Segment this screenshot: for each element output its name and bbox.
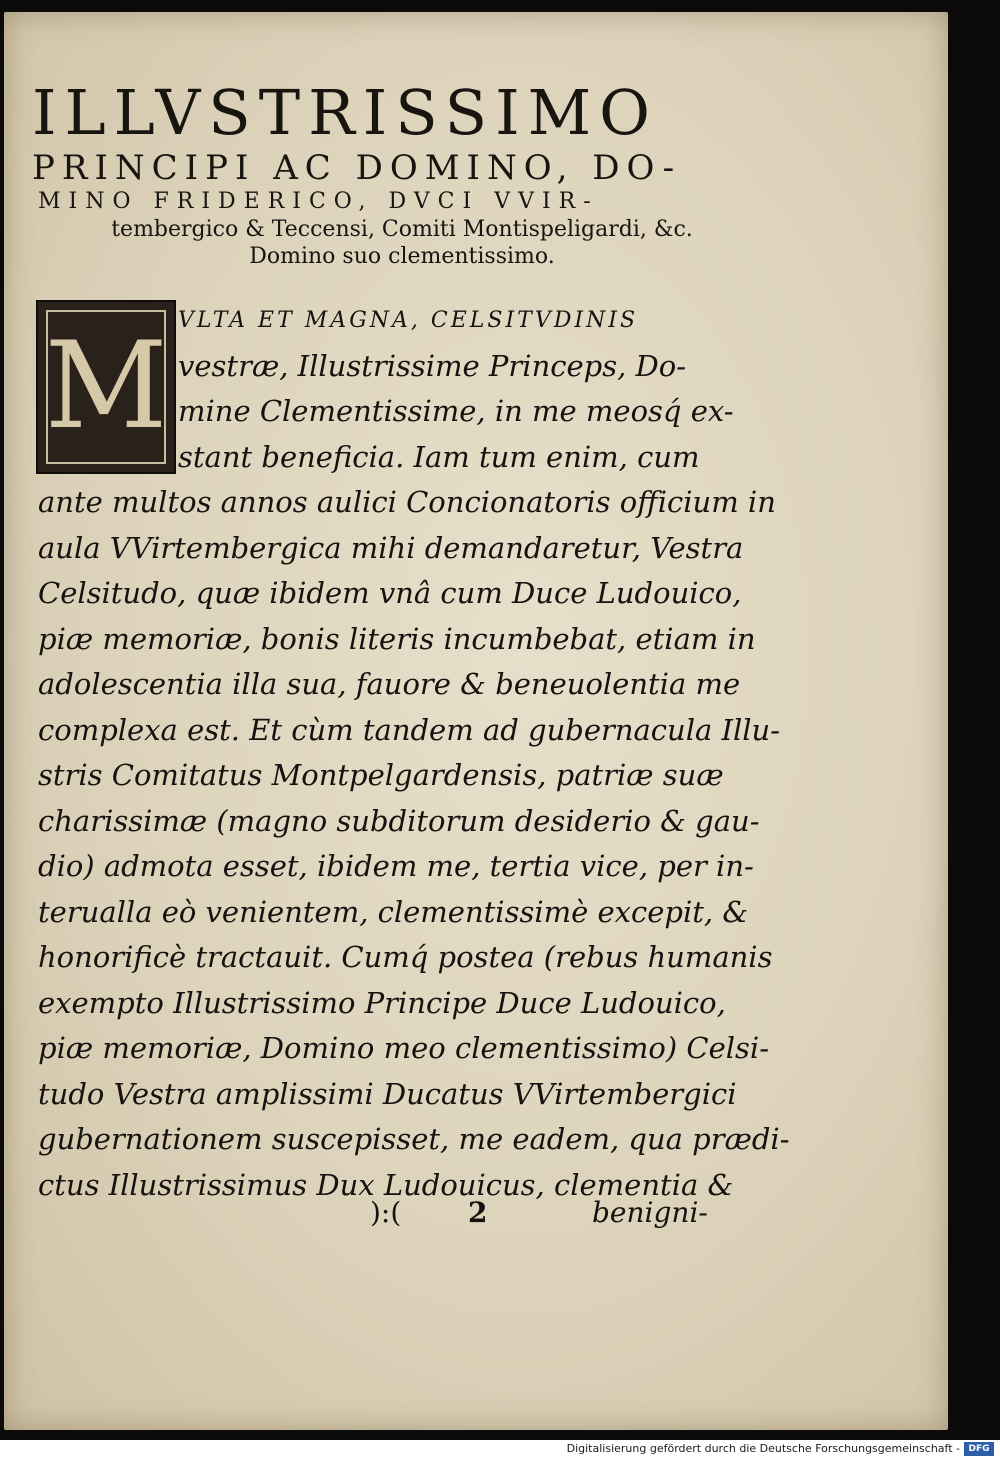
text-line: aula VVirtembergica mihi demandaretur, Vestra [38, 530, 744, 565]
text-line: piæ memoriæ, bonis literis incumbebat, etiam in [38, 621, 756, 656]
text-line: mine Clementissime, in me meosq́ ex- [178, 394, 734, 428]
text-line: vestræ, Illustrissime Princeps, Do- [178, 348, 687, 383]
text-line: adolescentia illa sua, fauore & beneuolentia me [38, 667, 741, 701]
text-line: stris Comitatus Montpelgardensis, patriæ suæ [38, 758, 724, 792]
initial-letter: M [44, 317, 168, 456]
text-line: tudo Vestra amplissimi Ducatus VVirtembergici [38, 1076, 737, 1111]
dfg-logo: DFG [964, 1442, 994, 1456]
text-line: terualla eò venientem, clementissimè excepit, & [38, 894, 749, 929]
text-line: ctus Illustrissimus Dux Ludouicus, clementia & [38, 1167, 734, 1202]
body-text [38, 298, 790, 1208]
dedication-heading [32, 78, 732, 270]
text-line: ante multos annos aulici Concionatoris officium in [38, 485, 776, 519]
text-line: gubernationem suscepisset, me eadem, qua prædi- [38, 1122, 790, 1156]
heading-line-3: MINO FRIDERICO, DVCI VVIR- [38, 189, 599, 214]
text-line: Celsitudo, quæ ibidem vnâ cum Duce Ludouico, [38, 576, 742, 610]
text-line: piæ memoriæ, Domino meo clementissimo) Celsi- [38, 1031, 770, 1065]
text-line: VLTA ET MAGNA, CELSITVDINIS [178, 308, 639, 333]
text-line: complexa est. Et cùm tandem ad gubernacula Illu- [38, 712, 780, 747]
digitization-footer [0, 1440, 1000, 1459]
catchword: benigni- [592, 1196, 708, 1229]
signature-mark: ):( [370, 1196, 402, 1229]
text-line: exempto Illustrissimo Principe Duce Ludouico, [38, 985, 726, 1020]
heading-line-4: tembergico & Teccensi, Comiti Montispeligardi, &c. [111, 217, 693, 242]
page-number: 2 [468, 1196, 488, 1229]
text-line: stant beneficia. Iam tum enim, cum [178, 439, 700, 474]
funding-credit: Digitalisierung gefördert durch die Deutsche Forschungsgemeinschaft - [566, 1442, 960, 1455]
text-line: honorificè tractauit. Cumq́ postea (rebus humanis [38, 940, 773, 974]
text-line: charissimæ (magno subditorum desiderio & gau- [38, 803, 760, 838]
text-line: dio) admota esset, ibidem me, tertia vice, per in- [38, 849, 754, 883]
heading-line-1: ILLVSTRISSIMO [32, 76, 658, 149]
heading-line-5: Domino suo clementissimo. [249, 244, 555, 269]
heading-line-2: PRINCIPI AC DOMINO, DO- [32, 148, 682, 188]
